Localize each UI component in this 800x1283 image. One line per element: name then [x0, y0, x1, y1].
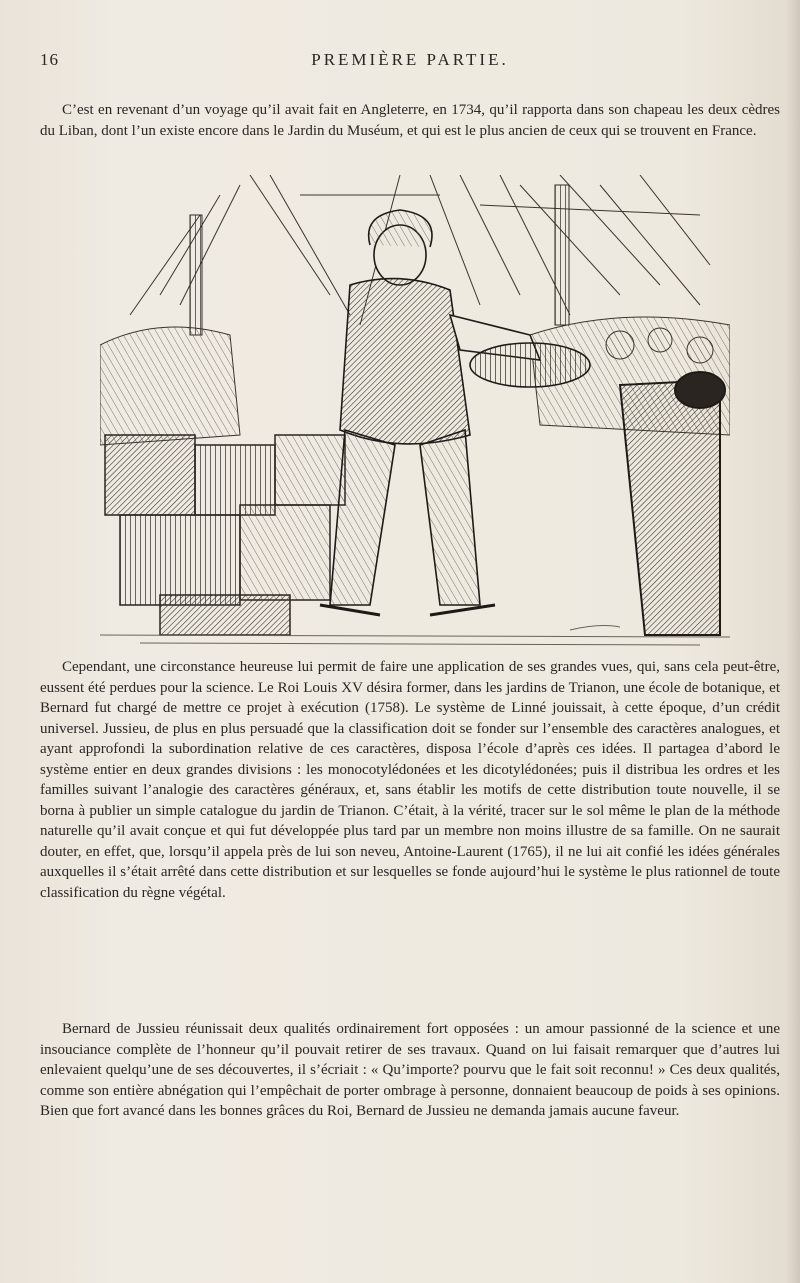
page-number: 16: [40, 50, 59, 69]
paragraph-bernard-qualities: Bernard de Jussieu réunissait deux qualités ordinairement fort opposées : un amour passionné de la science et une insouciance complète de l’honneur qu’il pouvait retirer de ses travaux. Quand on lui faisait remarquer que d’autres lui enlevaient quelqu’une de ses découvertes, il s’écriait : « Qu’importe? pourvu que le fait soit reconnu! » Ces deux qualités, comme son entière abnégation qui l’empêchait de porter ombrage à personne, donnaient beaucoup de poids à ses opinions. Bien que fort avancé dans les bonnes grâces du Roi, Bernard de Jussieu ne demanda jamais aucune faveur.: [40, 1021, 780, 1119]
paragraph-intro: C’est en revenant d’un voyage qu’il avait fait en Angleterre, en 1734, qu’il rapporta dans son chapeau les deux cèdres du Liban, dont l’un existe encore dans le Jardin du Muséum, et qui est le plus ancien de ceux qui se trouvent en France.: [40, 102, 780, 139]
cargo-bales: [105, 435, 345, 635]
engraving-illustration: [100, 175, 730, 650]
cannon: [620, 372, 725, 635]
running-head: PREMIÈRE PARTIE.: [311, 50, 509, 69]
page-header: [40, 50, 780, 76]
paragraph-jussieu-school: Cependant, une circonstance heureuse lui permit de faire une application de ses grandes vues, qui, sans cela peut-être, eussent été perdues pour la science. Le Roi Louis XV désira former, dans les jardins de Trianon, une école de botanique, et Bernard fut chargé de mettre ce projet à exécution (1758). Le système de Linné jouissait, à cette époque, d’un crédit universel. Jussieu, de plus en plus persuadé que la classification doit se fonder sur l’ensemble des caractères analogues, et ayant approfondi la subordination relative de ces caractères, disposa l’école d’après ces idées. Il partagea d’abord le système entier en deux grandes divisions : les monocotylédonées et les dicotylédonées; puis il distribua les ordres et les familles suivant l’analogie des caractères généraux, et, sans établir les motifs de cette distribution toute nouvelle, il se borna à publier un simple catalogue du jardin de Trianon. C’était, à la vérité, tracer sur le sol même le plan de la méthode naturelle qu’il avait conçue et qui fut développée plus tard par un membre non moins illustre de sa famille. On ne saurait douter, en effet, que, lorsqu’il appela près de lui son neveu, Antoine-Laurent (1765), il ne lui ait confié les idées générales auxquelles il s’était arrêté dans cette distribution et sur lesquelles se fonde aujourd’hui le système le plus rationnel de toute classification du règne végétal.: [40, 659, 780, 901]
page-edge-shadow: [786, 0, 800, 1283]
